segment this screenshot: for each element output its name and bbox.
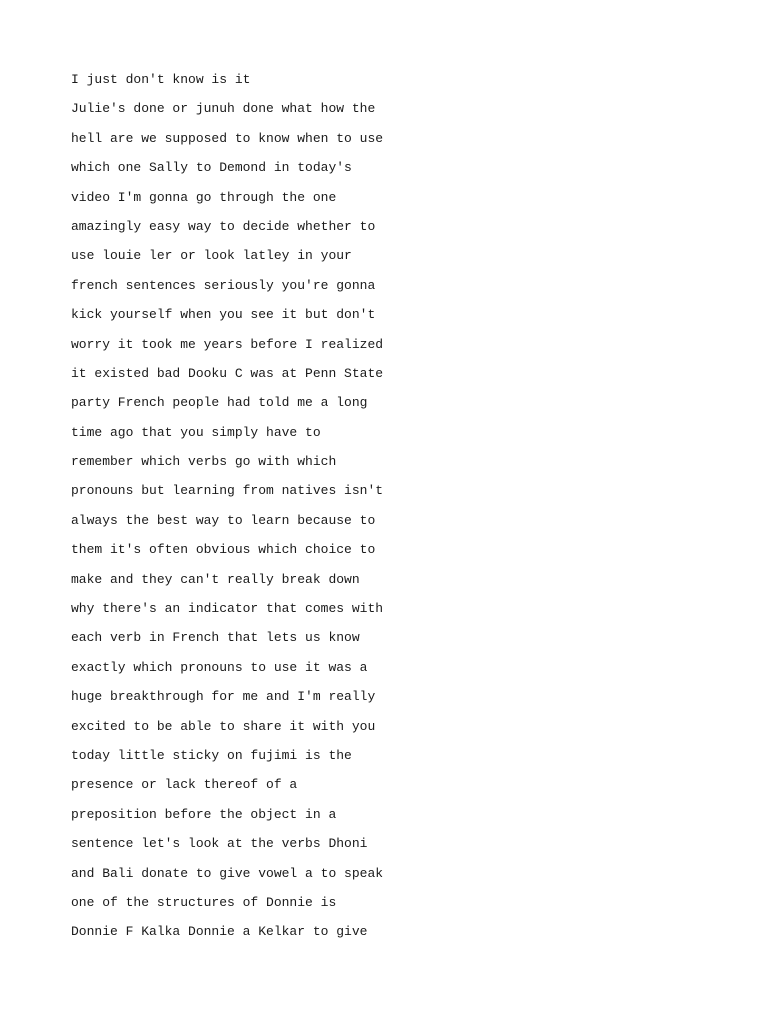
text-line: it existed bad Dooku C was at Penn State xyxy=(71,365,384,381)
text-line: presence or lack thereof of a xyxy=(71,777,298,793)
text-line: why there's an indicator that comes with xyxy=(71,601,384,617)
text-line: one of the structures of Donnie is xyxy=(71,894,337,910)
text-line: use louie ler or look latley in your xyxy=(71,248,352,264)
text-line: and Bali donate to give vowel a to speak xyxy=(71,865,384,881)
text-line: Julie's done or junuh done what how the xyxy=(71,101,376,117)
text-line: french sentences seriously you're gonna xyxy=(71,277,376,293)
text-line: preposition before the object in a xyxy=(71,806,337,822)
document-page xyxy=(71,70,751,952)
text-line: them it's often obvious which choice to xyxy=(71,542,376,558)
text-line: sentence let's look at the verbs Dhoni xyxy=(71,836,368,852)
text-line: make and they can't really break down xyxy=(71,571,360,587)
text-line: video I'm gonna go through the one xyxy=(71,189,337,205)
text-line: worry it took me years before I realized xyxy=(71,336,384,352)
text-line: always the best way to learn because to xyxy=(71,512,376,528)
text-line: exactly which pronouns to use it was a xyxy=(71,659,368,675)
text-line: today little sticky on fujimi is the xyxy=(71,747,352,763)
text-line: huge breakthrough for me and I'm really xyxy=(71,689,376,705)
text-line: party French people had told me a long xyxy=(71,395,368,411)
text-line: pronouns but learning from natives isn't xyxy=(71,483,384,499)
text-line: kick yourself when you see it but don't xyxy=(71,307,376,323)
text-line: amazingly easy way to decide whether to xyxy=(71,218,376,234)
text-line: which one Sally to Demond in today's xyxy=(71,160,352,176)
text-line: each verb in French that lets us know xyxy=(71,630,360,646)
text-line: excited to be able to share it with you xyxy=(71,718,376,734)
text-line: remember which verbs go with which xyxy=(71,454,337,470)
text-line: hell are we supposed to know when to use xyxy=(71,130,384,146)
text-line: time ago that you simply have to xyxy=(71,424,321,440)
text-line: Donnie F Kalka Donnie a Kelkar to give xyxy=(71,924,368,940)
text-line: I just don't know is it xyxy=(71,72,251,87)
